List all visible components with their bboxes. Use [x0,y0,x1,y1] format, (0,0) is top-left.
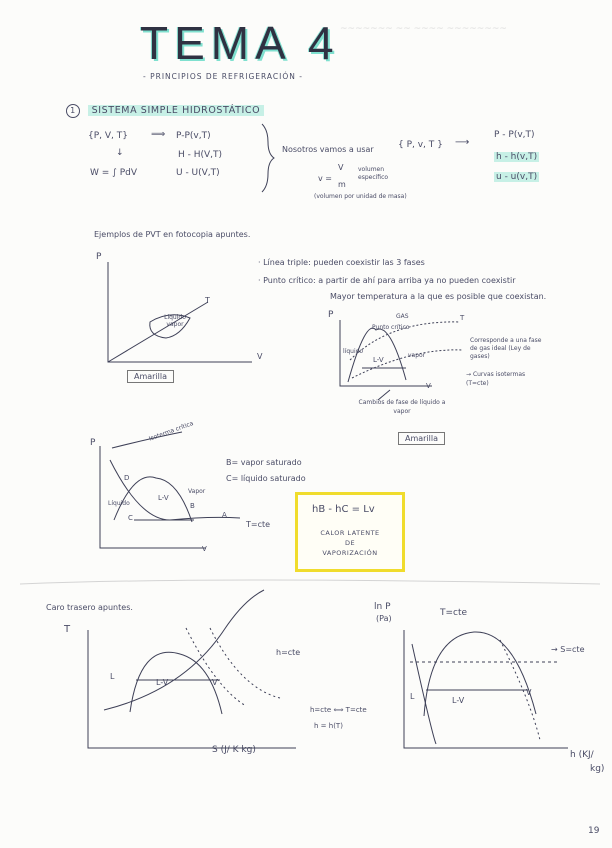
intro-text: Nosotros vamos a usar [282,145,374,154]
gas-label: GAS [396,313,409,320]
ts-isobar [104,590,264,710]
ph-isotherm-left [412,644,436,744]
saturation-dome [348,328,406,382]
point-b: B [190,502,195,510]
ts-h-cte-2 [210,628,280,698]
variable-set: { P, v, T } [398,140,443,150]
axis-p-label: P [328,310,334,320]
liquid-region: L [110,672,115,681]
h-cte-label: h=cte [276,648,301,657]
section-title: SISTEMA SIMPLE HIDROSTÁTICO [88,105,265,116]
vapor-region: V [212,678,218,687]
section-number: 1 [66,104,80,118]
pressure-function: P-P(v,T) [176,131,211,141]
point-c: C [128,514,133,522]
ts-dome [130,652,222,714]
latent-heat-line3: VAPORIZACIÓN [322,549,378,557]
isotherms-label: → Curvas isotermas (T=cte) [466,371,526,387]
diagram1-axes [108,262,252,362]
caption-box: Amarilla [398,432,445,445]
diagram1-region [150,315,190,338]
ts-heading: Caro trasero apuntes. [46,603,133,612]
axis-v-label: V [257,352,263,361]
latent-heat-line2: DE [344,539,356,547]
eq-enthalpy: h - h(v,T) [496,152,538,162]
isotherm-2 [352,350,462,378]
section-divider [20,580,600,584]
s-cte-label: → S=cte [551,645,585,654]
lv-region: L-V [158,494,169,502]
bullet-1: · Línea triple: pueden coexistir las 3 fases [258,258,425,267]
axis-lnp-unit: (Pa) [376,614,392,623]
pointer-line [378,390,390,400]
vapor-region: V [526,688,532,697]
page-number: 19 [588,826,600,836]
pvt-heading: Ejemplos de PVT en fotocopia apuntes. [94,230,251,239]
axis-h-label: h (KJ/ [570,750,594,760]
implies-arrow: ⟹ [151,129,166,140]
eq-energy: u - u(v,T) [496,172,538,182]
vapor-region: Vapor [188,488,206,495]
ph-axes [404,630,568,748]
region-label: Líquido vapor [164,314,186,328]
right-arrow: ⟶ [455,137,470,148]
b-definition: B= vapor saturado [226,458,302,467]
vapor-label: vapor [408,352,426,359]
v-denominator: m [338,180,346,189]
pv-critical-isotherm [112,432,182,448]
axis-t-label: T [460,314,465,322]
bleed-through: ~~~~~~~ ~~ ~~~~ ~~~~~~~~ [340,24,507,34]
point-a: A [222,511,227,519]
latent-heat-line1: CALOR LATENTE [320,529,380,537]
lv-region: L-V [156,678,169,687]
lv-label: L-V [373,356,384,364]
isotherm-1 [350,322,460,360]
bullet-2-continued: Mayor temperatura a la que es posible que coexistan. [330,292,547,301]
page-subtitle: - PRINCIPIOS DE REFRIGERACIÓN - [143,72,303,81]
enthalpy-function: H - H(V,T) [178,150,223,160]
t-cte-label: T=cte [246,520,271,529]
c-definition: C= líquido saturado [226,474,306,483]
ts-note-2: h = h(T) [314,722,343,730]
axis-lnp-label: ln P [374,602,391,612]
v-numerator: V [338,163,344,172]
t-cte-label: T=cte [440,608,468,618]
point-d: D [124,474,130,482]
v-lhs: v = [318,174,332,183]
liquid-region: L [410,692,415,701]
critical-isotherm-label: Isoterma crítica [148,419,195,443]
critical-point-label: Punto crítico [372,324,410,331]
ph-dome [424,632,536,716]
axis-s-label: S (J/ K kg) [212,745,256,755]
axis-t-label: T [64,624,71,635]
down-arrow: ↓ [116,148,124,158]
axis-p-label: P [90,438,96,448]
page-title: TEMA 4 [140,17,340,69]
axis-p-label: P [96,252,102,262]
latent-heat-formula: hB - hC = Lv [312,504,375,515]
work-integral: W = ∫ PdV [90,168,138,178]
diagram1-t-axis [108,302,208,362]
caption-box: Amarilla [127,370,174,383]
v-note: (volumen por unidad de masa) [314,193,407,200]
pv-axes [100,446,206,548]
brace [262,124,274,192]
v-label: volumen específico [358,166,389,181]
eq-pressure: P - P(v,T) [494,130,535,140]
axis-v-label: V [426,382,431,390]
ts-axes [88,630,296,748]
energy-function: U - U(V,T) [176,168,220,178]
bullet-2: · Punto crítico: a partir de ahí para arriba ya no pueden coexistir [258,276,516,285]
axis-h-unit: kg) [590,764,605,774]
lv-region: L-V [452,696,465,705]
diagram2-axes [340,320,432,386]
ts-note-1: h=cte ⟺ T=cte [310,706,367,714]
axis-t-label: T [205,296,210,305]
axis-v-label: V [202,545,207,553]
phase-change-label: Cambios de fase de líquido a vapor [358,399,446,415]
liquid-label: líquido [343,348,364,355]
liquid-region: Líquido [108,500,130,507]
state-variables: {P, V, T} [88,131,128,141]
ideal-gas-note: Corresponde a una fase de gas ideal (Ley de gases) [470,337,542,360]
